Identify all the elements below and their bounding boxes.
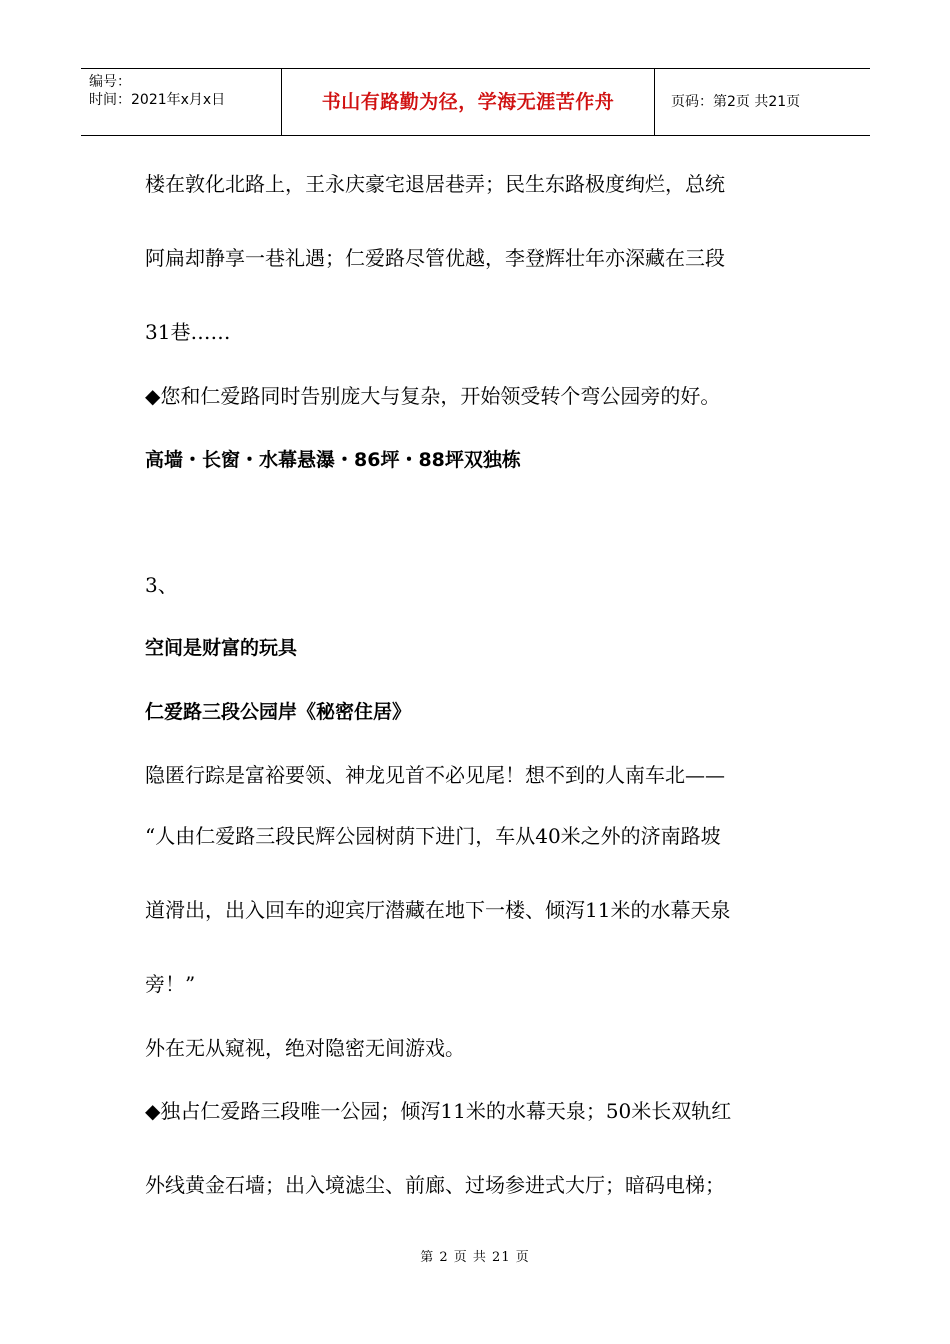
feature-heading: 高墙・长窗・水幕悬瀑・86坪・88坪双独栋 bbox=[145, 449, 521, 471]
section-subtitle: 仁爱路三段公园岸《秘密住居》 bbox=[145, 701, 412, 723]
quote-line-1: “人由仁爱路三段民辉公园树荫下进门，车从40米之外的济南路坡 bbox=[145, 824, 721, 848]
bullet-paragraph-2-line-2: 外线黄金石墙；出入境滤尘、前廊、过场参进式大厅；暗码电梯； bbox=[145, 1173, 725, 1197]
body-line-2: 阿扁却静享一巷礼遇；仁爱路尽管优越，李登辉壮年亦深藏在三段 bbox=[145, 246, 725, 270]
bullet-paragraph-2-line-1: ◆独占仁爱路三段唯一公园；倾泻11米的水幕天泉；50米长双轨红 bbox=[145, 1099, 732, 1123]
document-header bbox=[81, 68, 870, 136]
section-title: 空间是财富的玩具 bbox=[145, 637, 298, 659]
header-page-info bbox=[663, 69, 870, 135]
quote-line-2: 道滑出，出入回车的迎宾厅潜藏在地下一楼、倾泻11米的水幕天泉 bbox=[145, 898, 731, 922]
body-line-13: 外在无从窥视，绝对隐密无间游戏。 bbox=[145, 1036, 465, 1060]
bullet-paragraph-1: ◆您和仁爱路同时告别庞大与复杂，开始领受转个弯公园旁的好。 bbox=[145, 384, 721, 408]
header-motto: 书山有路勤为径，学海无涯苦作舟 bbox=[282, 69, 655, 135]
section-number: 3、 bbox=[145, 573, 178, 597]
document-time-label: 时间：2021年x月x日 bbox=[89, 92, 226, 108]
header-page-info-text: 页码：第2页 共21页 bbox=[671, 94, 801, 110]
body-line-1: 楼在敦化北路上，王永庆豪宅退居巷弄；民生东路极度绚烂，总统 bbox=[145, 172, 725, 196]
header-meta-cell bbox=[81, 69, 282, 135]
quote-line-3: 旁！” bbox=[145, 972, 196, 996]
body-line-9: 隐匿行踪是富裕要领、神龙见首不必见尾！想不到的人南车北—— bbox=[145, 763, 725, 787]
document-number-label: 编号： bbox=[89, 74, 131, 90]
body-line-3: 31巷…… bbox=[145, 320, 231, 344]
page-footer: 第 2 页 共 21 页 bbox=[420, 1250, 530, 1265]
